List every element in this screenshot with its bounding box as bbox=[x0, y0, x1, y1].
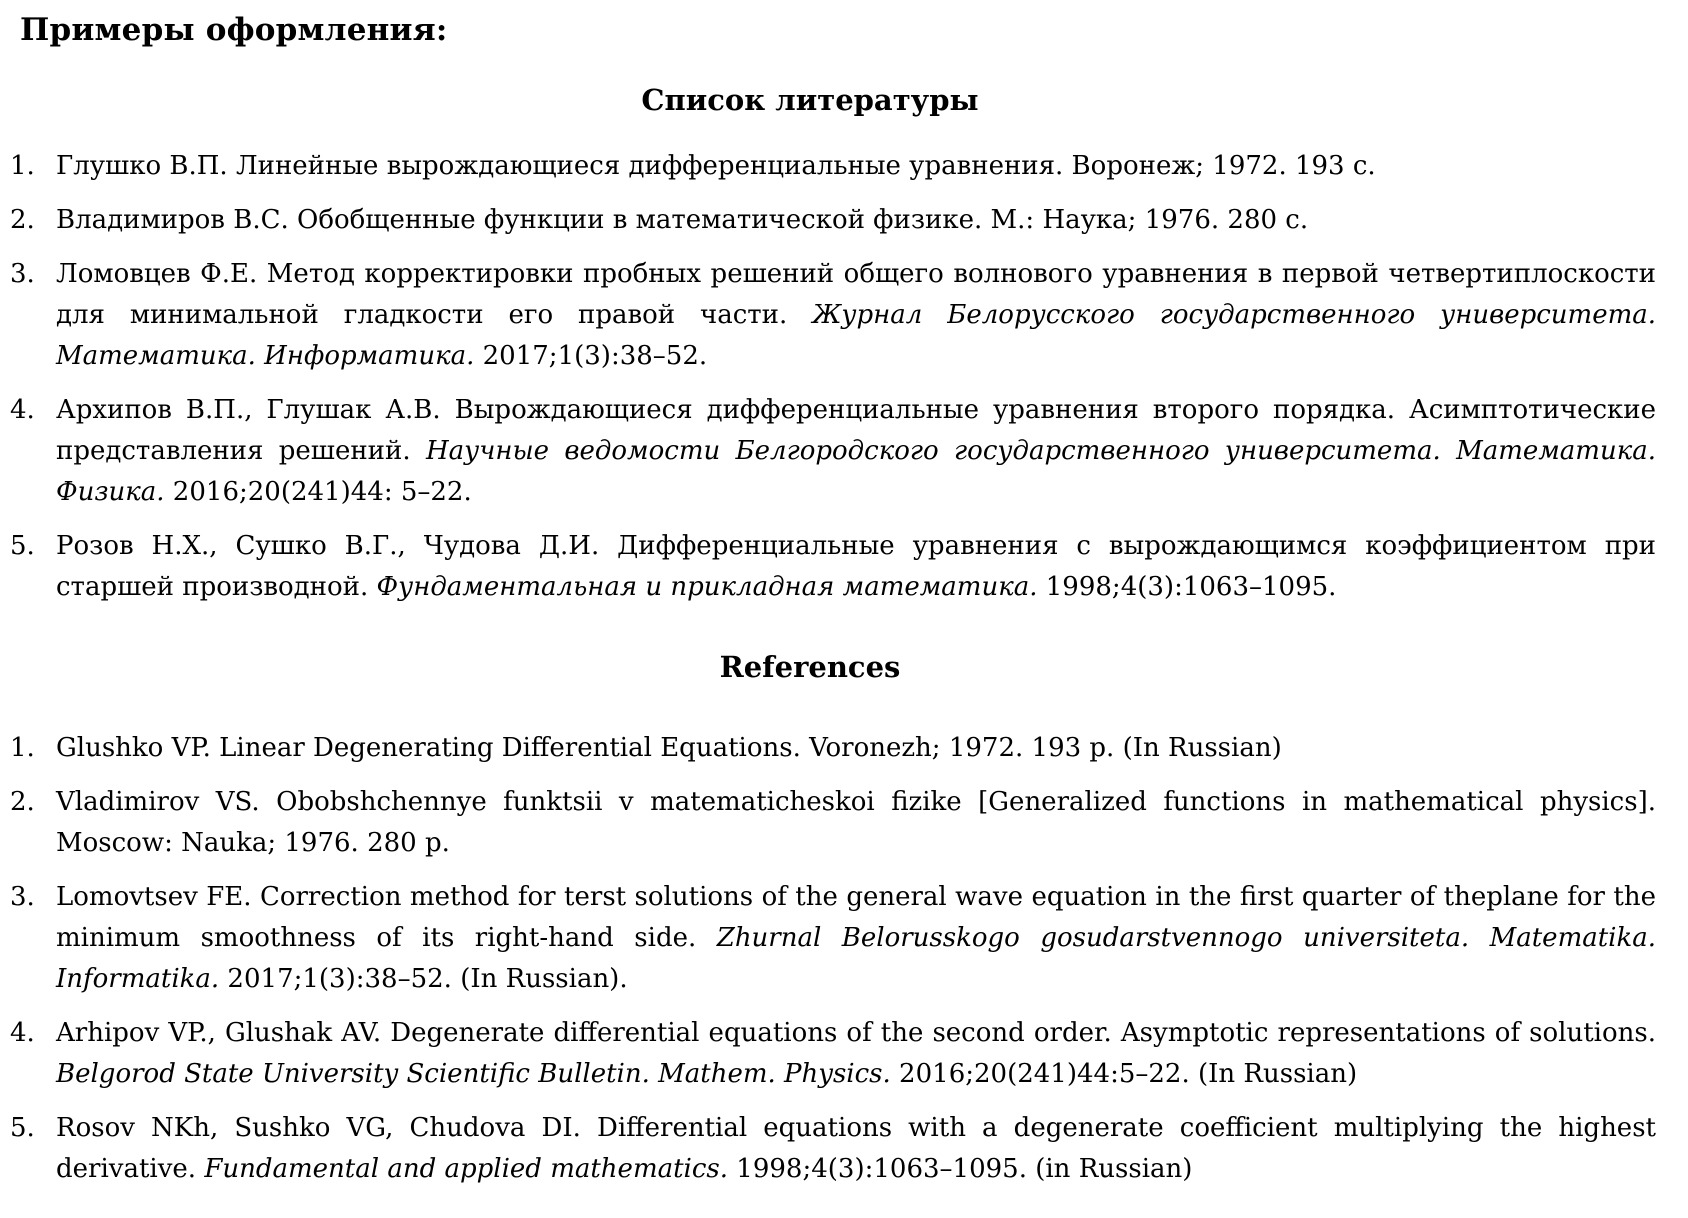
reference-number: 1. bbox=[10, 151, 35, 181]
reference-text: Vladimirov VS. Obobshchennye funktsii v matematicheskoi fizike [Generalized functions in mathematical physics]. Moscow: Nauka; 1976. 280 p. bbox=[56, 787, 1656, 858]
reference-item bbox=[0, 1108, 1660, 1190]
reference-item bbox=[0, 782, 1660, 864]
reference-number: 2. bbox=[10, 205, 35, 235]
reference-item bbox=[0, 390, 1660, 513]
reference-text: Lomovtsev FE. Correction method for terst solutions of the general wave equation in the first quarter of theplane for the minimum smoothness of its right-hand side. Zhurnal Belorusskogo gosudarstvennogo universiteta. Matematika. Informatika. 2017;1(3):38–52. (In Russian). bbox=[56, 882, 1657, 994]
reference-item bbox=[0, 146, 1660, 187]
reference-item bbox=[0, 728, 1660, 769]
reference-text: Arhipov VP., Glushak AV. Degenerate differential equations of the second order. Asymptotic representations of solutions. Belgorod State University Scientific Bulletin. Mathem. Physics. 2016;20(241)44:5–22. (In Russian) bbox=[56, 1018, 1656, 1089]
reference-item bbox=[0, 1013, 1660, 1095]
reference-text: Владимиров В.С. Обобщенные функции в математической физике. М.: Наука; 1976. 280 с. bbox=[56, 205, 1309, 235]
page-title: Примеры оформления: bbox=[20, 12, 448, 48]
reference-item bbox=[0, 200, 1660, 241]
reference-item bbox=[0, 254, 1660, 377]
english-reference-list bbox=[0, 728, 1660, 1203]
russian-reference-list bbox=[0, 146, 1660, 621]
reference-text: Глушко В.П. Линейные вырождающиеся дифференциальные уравнения. Воронеж; 1972. 193 с. bbox=[56, 151, 1376, 181]
reference-number: 3. bbox=[10, 882, 35, 912]
reference-number: 3. bbox=[10, 259, 35, 289]
english-section-heading: References bbox=[719, 650, 901, 684]
reference-text: Архипов В.П., Глушак А.В. Вырождающиеся дифференциальные уравнения второго порядка. Асимптотические представления решений. Научные ведомости Белгородского государственного университета. Математика. Физика. 2016;20(241)44: 5–22. bbox=[56, 395, 1656, 507]
reference-item bbox=[0, 526, 1660, 608]
reference-text: Rosov NKh, Sushko VG, Chudova DI. Differential equations with a degenerate coefficient multiplying the highest derivative. Fundamental and applied mathematics. 1998;4(3):1063–1095. (in Russian) bbox=[56, 1113, 1656, 1184]
reference-text: Розов Н.Х., Сушко В.Г., Чудова Д.И. Дифференциальные уравнения с вырождающимся коэффициентом при старшей производной. Фундаментальная и прикладная математика. 1998;4(3):1063–1095. bbox=[56, 531, 1656, 602]
reference-number: 1. bbox=[10, 733, 35, 763]
russian-section-heading: Список литературы bbox=[641, 83, 979, 117]
reference-number: 4. bbox=[10, 1018, 35, 1048]
reference-number: 5. bbox=[10, 531, 35, 561]
reference-text: Glushko VP. Linear Degenerating Differential Equations. Voronezh; 1972. 193 p. (In Russian) bbox=[56, 733, 1282, 763]
reference-text: Ломовцев Ф.Е. Метод корректировки пробных решений общего волнового уравнения в первой четвертиплоскости для минимальной гладкости его правой части. Журнал Белорусского государственного университета. Математика. Информатика. 2017;1(3):38–52. bbox=[56, 259, 1657, 371]
reference-item bbox=[0, 877, 1660, 1000]
reference-number: 4. bbox=[10, 395, 35, 425]
reference-number: 5. bbox=[10, 1113, 35, 1143]
reference-number: 2. bbox=[10, 787, 35, 817]
